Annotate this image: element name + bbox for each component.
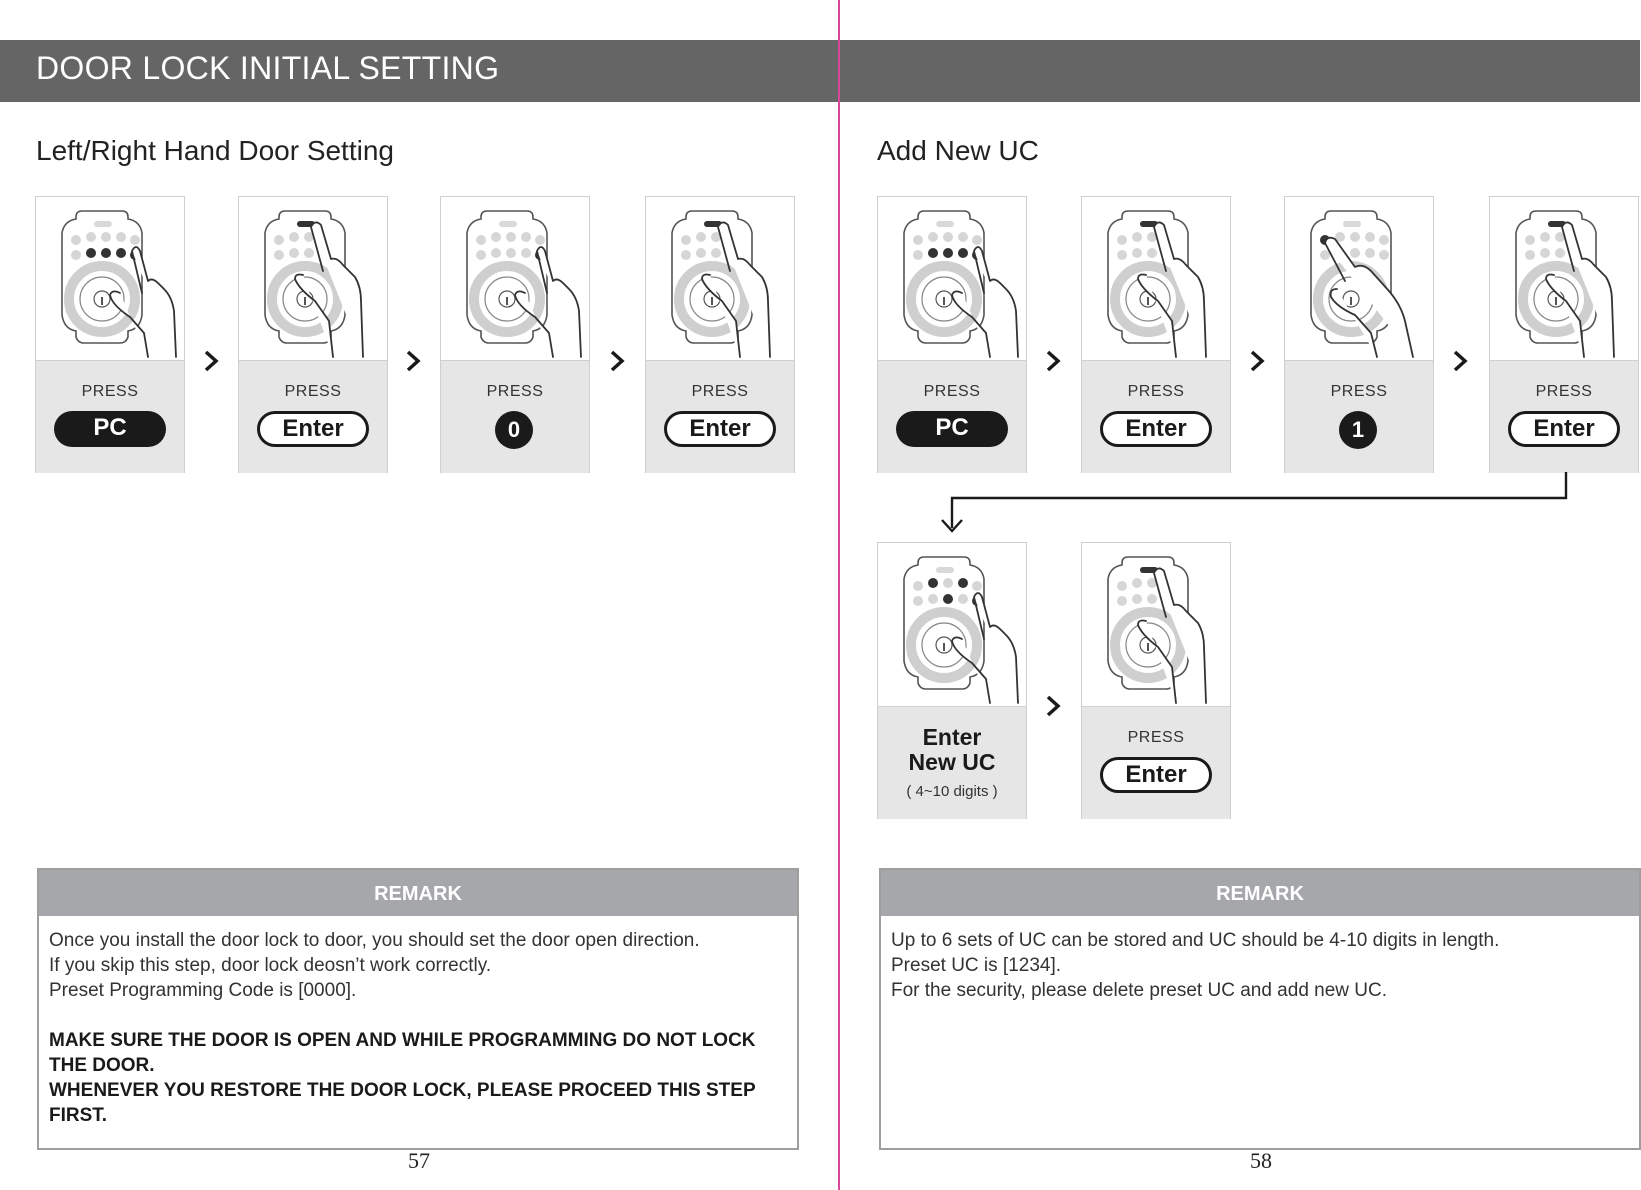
chevron-right-icon [606,349,628,373]
digit-key: 1 [1339,411,1377,449]
door-lock-illustration [1082,543,1230,705]
enter-key: Enter [1508,411,1620,447]
chevron-right-icon [402,349,424,373]
enter-key: Enter [257,411,369,447]
remark-line: Once you install the door lock to door, you should set the door open direction. [49,930,700,951]
page-title: DOOR LOCK INITIAL SETTING [36,50,500,86]
chevron-right-icon [1246,349,1268,373]
step-card [1081,542,1231,819]
remark-heading: REMARK [39,870,797,916]
press-label: PRESS [486,383,544,400]
door-lock-illustration [646,197,794,359]
press-label: PRESS [691,383,749,400]
step-footer [1082,706,1230,819]
connector-arrow [930,470,1570,536]
step-card [1284,196,1434,473]
chevron-right-icon [1042,694,1064,718]
press-label: PRESS [1127,383,1185,400]
chevron-right-icon [1042,349,1064,373]
step-footer [1082,360,1230,473]
step-footer [1490,360,1638,473]
door-lock-illustration [441,197,589,359]
step-card [35,196,185,473]
remark-line: For the security, please delete preset UC and add new UC. [891,980,1388,1001]
digit-key: 0 [495,411,533,449]
step-card [877,542,1027,819]
press-label: PRESS [923,383,981,400]
step-card [645,196,795,473]
step-footer [646,360,794,473]
pc-key: PC [896,411,1008,447]
remark-line: Preset Programming Code is [0000]. [49,980,357,1001]
remark-heading: REMARK [881,870,1639,916]
remark-line: Preset UC is [1234]. [891,955,1062,976]
remark-line: If you skip this step, door lock deosn’t work correctly. [49,955,492,976]
step-footer [878,706,1026,819]
section-title-left: Left/Right Hand Door Setting [36,135,394,166]
press-label: PRESS [284,383,342,400]
step-footer [36,360,184,473]
remark-warning: MAKE SURE THE DOOR IS OPEN AND WHILE PROGRAMMING DO NOT LOCK THE DOOR. [49,1030,756,1076]
page-divider [838,0,840,1190]
door-lock-illustration [1082,197,1230,359]
page-number-left: 57 [408,1148,430,1173]
remark-box-left [37,868,799,1150]
step-card [877,196,1027,473]
step-footer [1285,360,1433,473]
remark-body [39,916,797,1128]
step-card [440,196,590,473]
step-footer [239,360,387,473]
enter-key: Enter [1100,411,1212,447]
enter-new-uc-title: Enter New UC [908,724,996,775]
press-label: PRESS [1535,383,1593,400]
chevron-right-icon [200,349,222,373]
press-label: PRESS [81,383,139,400]
door-lock-illustration [36,197,184,359]
remark-warning: WHENEVER YOU RESTORE THE DOOR LOCK, PLEASE PROCEED THIS STEP FIRST. [49,1080,756,1126]
chevron-right-icon [1449,349,1471,373]
remark-box-right [879,868,1641,1150]
remark-body [881,916,1639,1003]
door-lock-illustration [878,197,1026,359]
door-lock-illustration [1285,197,1433,359]
enter-key: Enter [664,411,776,447]
step-card [1081,196,1231,473]
enter-key: Enter [1100,757,1212,793]
press-label: PRESS [1330,383,1388,400]
pc-key: PC [54,411,166,447]
press-label: PRESS [1127,729,1185,746]
digits-hint: ( 4~10 digits ) [906,783,998,800]
door-lock-illustration [878,543,1026,705]
section-title-right: Add New UC [877,135,1039,166]
step-card [238,196,388,473]
door-lock-illustration [1490,197,1638,359]
step-card [1489,196,1639,473]
step-footer [878,360,1026,473]
door-lock-illustration [239,197,387,359]
page-number-right: 58 [1250,1148,1272,1173]
remark-line: Up to 6 sets of UC can be stored and UC should be 4-10 digits in length. [891,930,1500,951]
step-footer [441,360,589,473]
